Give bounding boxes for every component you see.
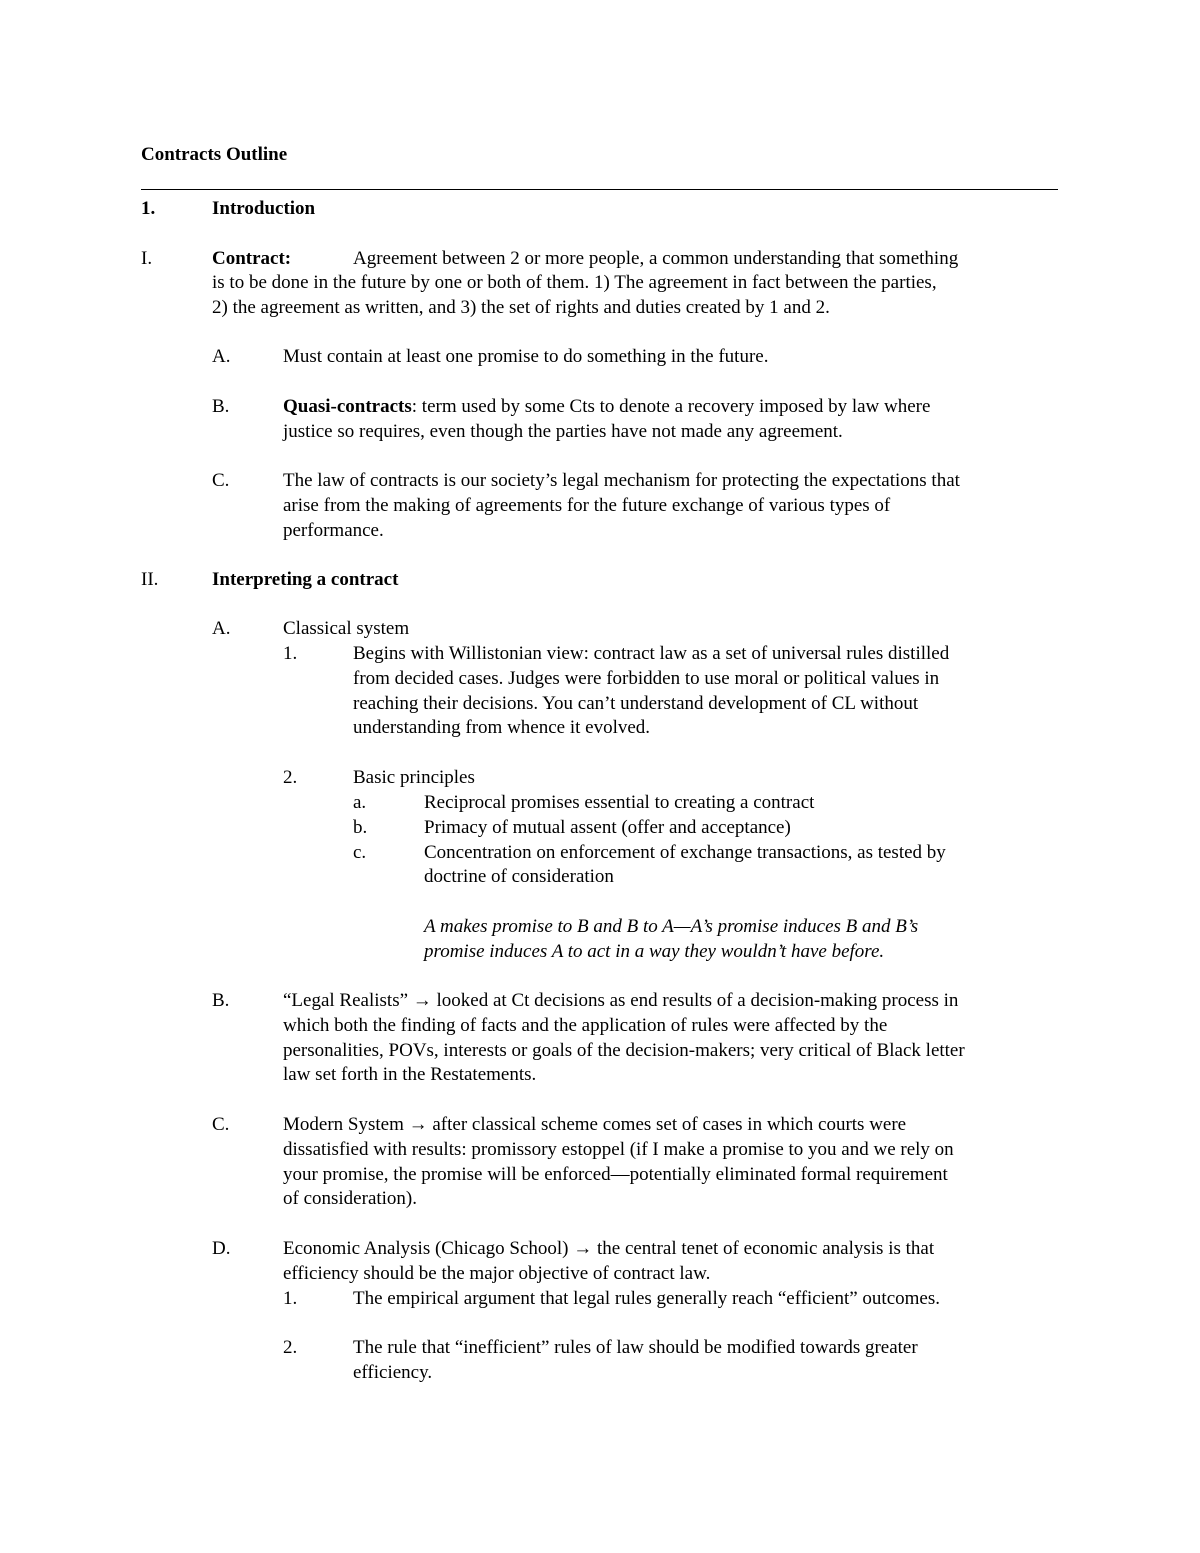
contract-definition-line: Agreement between 2 or more people, a common understanding that something (353, 248, 959, 269)
outline-sub-letter: a. (353, 792, 367, 813)
outline-text-line: Concentration on enforcement of exchange transactions, as tested by (424, 842, 946, 863)
outline-text-line: personalities, POVs, interests or goals of the decision-makers; very critical of Black letter (283, 1040, 965, 1061)
outline-text-line: of consideration). (283, 1188, 418, 1209)
outline-text-line: Modern System → after classical scheme comes set of cases in which courts were (283, 1114, 907, 1135)
outline-letter: C. (212, 1114, 230, 1135)
outline-text-line: your promise, the promise will be enforced—potentially eliminated formal requirement (283, 1164, 948, 1185)
document-title: Contracts Outline (141, 144, 288, 165)
outline-text-line: understanding from whence it evolved. (353, 717, 651, 738)
outline-text-line: which both the finding of facts and the application of rules were affected by the (283, 1015, 888, 1036)
outline-text-line: from decided cases. Judges were forbidden to use moral or political values in (353, 668, 940, 689)
part-heading: Interpreting a contract (212, 569, 399, 590)
section-number: 1. (141, 198, 156, 219)
title-divider (141, 189, 1058, 190)
outline-number: 2. (283, 1337, 298, 1358)
quasi-contracts-line (283, 394, 930, 419)
outline-text-line: Begins with Willistonian view: contract law as a set of universal rules distilled (353, 643, 950, 664)
quasi-contracts-definition: : term used by some Cts to denote a recovery imposed by law where (411, 396, 931, 417)
contract-definition-line: is to be done in the future by one or both of them. 1) The agreement in fact between the parties, (212, 272, 937, 293)
section-heading: Introduction (212, 198, 316, 219)
outline-text-line: reaching their decisions. You can’t understand development of CL without (353, 693, 919, 714)
outline-sub-letter: b. (353, 817, 368, 838)
outline-text-line: Primacy of mutual assent (offer and acceptance) (424, 817, 791, 838)
example-text-line: promise induces A to act in a way they wouldn’t have before. (424, 941, 885, 962)
outline-text-line: law set forth in the Restatements. (283, 1064, 537, 1085)
quasi-contracts-term: Quasi-contracts (283, 396, 412, 417)
outline-letter: D. (212, 1238, 231, 1259)
example-text-line: A makes promise to B and B to A—A’s promise induces B and B’s (424, 916, 919, 937)
outline-letter: B. (212, 396, 230, 417)
outline-text-line: The empirical argument that legal rules generally reach “efficient” outcomes. (353, 1288, 940, 1309)
outline-text-line: arise from the making of agreements for the future exchange of various types of (283, 495, 891, 516)
outline-text-line: Must contain at least one promise to do something in the future. (283, 346, 769, 367)
part-numeral: I. (141, 248, 153, 269)
outline-number: 1. (283, 1288, 298, 1309)
outline-text-line: efficiency should be the major objective of contract law. (283, 1263, 711, 1284)
outline-sub-letter: c. (353, 842, 367, 863)
outline-text-line: performance. (283, 520, 384, 541)
outline-text-line: efficiency. (353, 1362, 433, 1383)
outline-text-line: dissatisfied with results: promissory estoppel (if I make a promise to you and we rely on (283, 1139, 954, 1160)
outline-text-line: The law of contracts is our society’s legal mechanism for protecting the expectations that (283, 470, 960, 491)
part-numeral: II. (141, 569, 159, 590)
outline-text-line: Reciprocal promises essential to creating a contract (424, 792, 815, 813)
outline-number: 1. (283, 643, 298, 664)
outline-letter: A. (212, 618, 231, 639)
outline-text-line: Basic principles (353, 767, 475, 788)
outline-letter: C. (212, 470, 230, 491)
outline-text-line: justice so requires, even though the parties have not made any agreement. (283, 421, 843, 442)
outline-text-line: Classical system (283, 618, 410, 639)
outline-text-line: “Legal Realists” → looked at Ct decisions as end results of a decision-making process in (283, 990, 959, 1011)
contract-term: Contract: (212, 248, 292, 269)
outline-text-line: The rule that “inefficient” rules of law should be modified towards greater (353, 1337, 918, 1358)
outline-letter: B. (212, 990, 230, 1011)
outline-number: 2. (283, 767, 298, 788)
contract-definition-line: 2) the agreement as written, and 3) the set of rights and duties created by 1 and 2. (212, 297, 830, 318)
outline-text-line: Economic Analysis (Chicago School) → the central tenet of economic analysis is that (283, 1238, 935, 1259)
outline-letter: A. (212, 346, 231, 367)
outline-text-line: doctrine of consideration (424, 866, 614, 887)
